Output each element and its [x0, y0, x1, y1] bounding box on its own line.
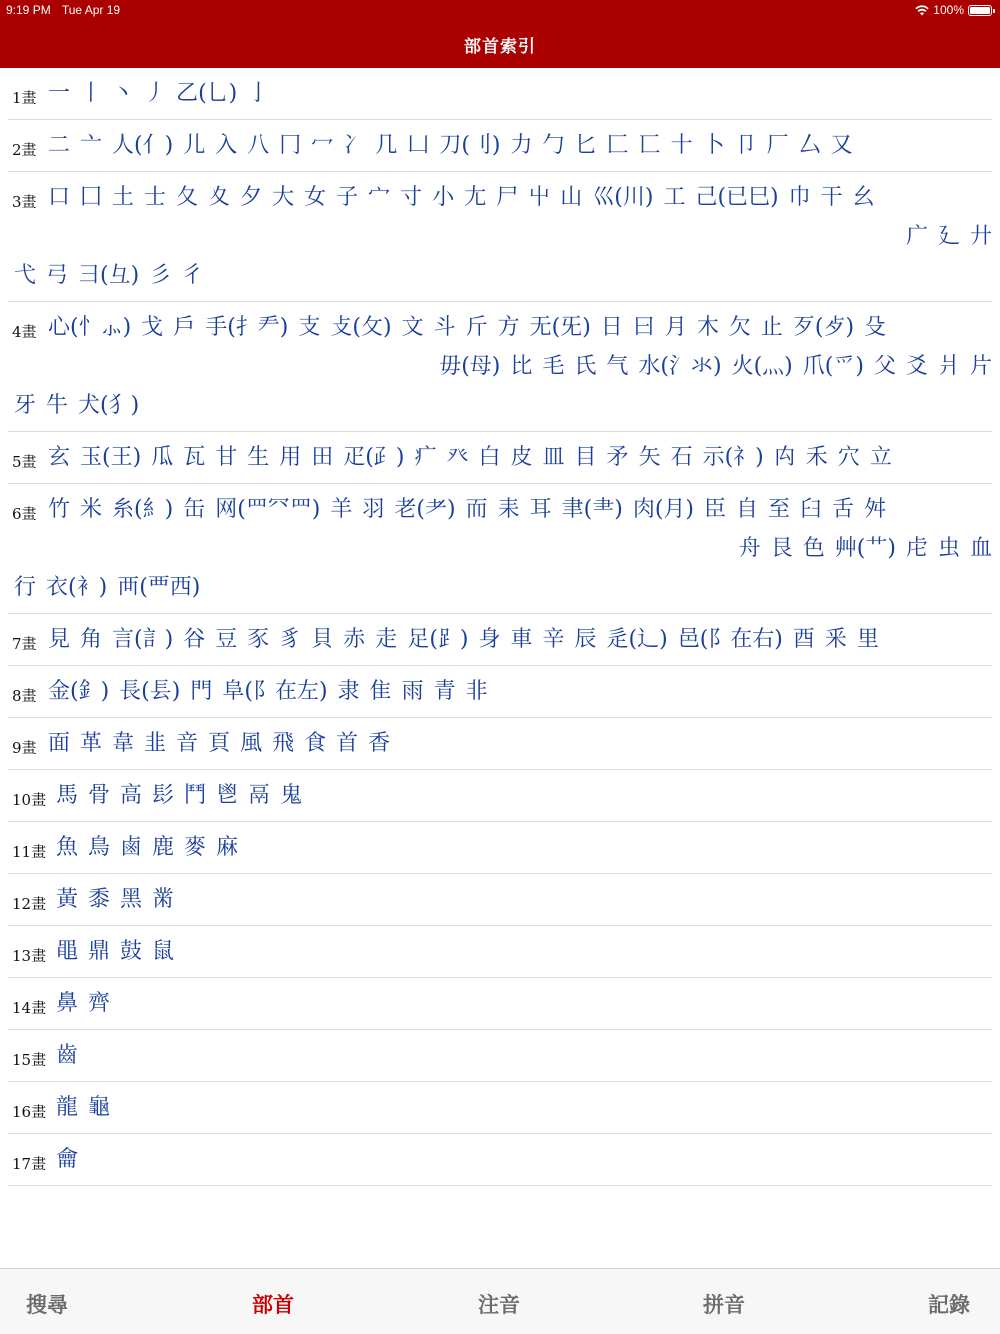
radical-item[interactable]: 言(訁): [112, 626, 174, 652]
stroke-count-label: 7畫: [12, 635, 37, 653]
radical-item[interactable]: 黽: [56, 938, 79, 964]
radical-item[interactable]: 干: [820, 184, 843, 210]
radical-item[interactable]: 黃: [56, 886, 79, 912]
radical-item[interactable]: 月: [664, 314, 687, 340]
radical-item[interactable]: 雨: [401, 678, 424, 704]
radical-item[interactable]: 小: [432, 184, 455, 210]
radical-item[interactable]: 石: [670, 444, 693, 470]
radical-line: [8, 978, 992, 1029]
radical-item[interactable]: 黑: [120, 886, 143, 912]
tab-search[interactable]: 搜尋: [26, 1292, 68, 1317]
radical-item[interactable]: 虍: [905, 535, 928, 561]
radical-item[interactable]: 女: [304, 184, 327, 210]
stroke-row: [8, 874, 992, 926]
radical-line: [8, 386, 992, 425]
radical-item[interactable]: 血: [969, 535, 992, 561]
radical-item[interactable]: 黹: [152, 886, 175, 912]
stroke-row: [8, 666, 992, 718]
navigation-bar: [0, 0, 1000, 68]
radical-item[interactable]: 辛: [542, 626, 565, 652]
radical-item[interactable]: 亅: [247, 80, 270, 106]
radical-item[interactable]: 口: [48, 184, 71, 210]
radical-item[interactable]: 士: [144, 184, 167, 210]
radical-item[interactable]: 己(已巳): [695, 184, 779, 210]
radical-item[interactable]: 日: [600, 314, 623, 340]
stroke-row: [8, 484, 992, 614]
radical-line: [8, 926, 992, 977]
radical-item[interactable]: 髟: [152, 782, 175, 808]
radical-item[interactable]: 辰: [574, 626, 597, 652]
radical-item[interactable]: 角: [80, 626, 103, 652]
radical-item[interactable]: 聿(⺻): [561, 496, 623, 522]
radical-item[interactable]: 目: [574, 444, 597, 470]
stroke-count-label: 14畫: [12, 999, 47, 1017]
radical-item[interactable]: 爿: [937, 353, 960, 379]
radical-item[interactable]: 戶: [173, 314, 196, 340]
stroke-count-label: 15畫: [12, 1051, 47, 1069]
stroke-row: [8, 1134, 992, 1186]
radical-item[interactable]: 革: [80, 730, 103, 756]
radical-item[interactable]: 鹿: [152, 834, 175, 860]
radical-item[interactable]: 白: [478, 444, 501, 470]
radical-item[interactable]: 舟: [738, 535, 761, 561]
radical-line: [8, 68, 992, 119]
status-time: 9:19 PM: [6, 3, 51, 17]
radical-item[interactable]: 文: [401, 314, 424, 340]
radical-item[interactable]: 斗: [433, 314, 456, 340]
radical-item[interactable]: 示(礻): [702, 444, 764, 470]
radical-item[interactable]: 父: [873, 353, 896, 379]
stroke-row: [8, 172, 992, 302]
stroke-count-label: 13畫: [12, 947, 47, 965]
radical-item[interactable]: 毛: [542, 353, 565, 379]
radical-item[interactable]: 瓜: [151, 444, 174, 470]
stroke-count-label: 3畫: [12, 193, 37, 211]
radical-line: [8, 770, 992, 821]
radical-item[interactable]: 彡: [149, 262, 172, 288]
stroke-row: [8, 718, 992, 770]
radical-item[interactable]: 幺: [852, 184, 875, 210]
radical-line: [8, 1030, 992, 1081]
radical-item[interactable]: 自: [736, 496, 759, 522]
radical-item[interactable]: 手(扌龵): [205, 314, 289, 340]
stroke-row: [8, 432, 992, 484]
radical-item[interactable]: 勹: [542, 132, 565, 158]
radical-item[interactable]: 殳: [864, 314, 887, 340]
radical-item[interactable]: 片: [969, 353, 992, 379]
radical-item[interactable]: 卜: [702, 132, 725, 158]
radical-item[interactable]: 穴: [837, 444, 860, 470]
radical-item[interactable]: 疋(⺪): [343, 444, 405, 470]
radical-item[interactable]: 彐(彑): [78, 262, 140, 288]
radical-item[interactable]: 玉(王): [80, 444, 142, 470]
radical-item[interactable]: 香: [368, 730, 391, 756]
radical-item[interactable]: 亠: [80, 132, 103, 158]
radical-item[interactable]: 鬲: [248, 782, 271, 808]
battery-icon: [968, 5, 992, 16]
radical-item[interactable]: 谷: [183, 626, 206, 652]
radical-item[interactable]: 匕: [574, 132, 597, 158]
radical-item[interactable]: 隶: [337, 678, 360, 704]
radical-item[interactable]: 立: [869, 444, 892, 470]
radical-line: [8, 347, 992, 386]
radical-line: [8, 1082, 992, 1133]
radical-item[interactable]: 辵(辶): [606, 626, 668, 652]
radical-line: [8, 666, 992, 717]
stroke-row: [8, 926, 992, 978]
radical-item[interactable]: 高: [120, 782, 143, 808]
radical-item[interactable]: 寸: [400, 184, 423, 210]
radical-item[interactable]: 卩: [734, 132, 757, 158]
stroke-row: [8, 822, 992, 874]
radical-item[interactable]: 支: [298, 314, 321, 340]
stroke-count-label: 4畫: [12, 323, 37, 341]
tab-radical[interactable]: 部首: [252, 1292, 294, 1317]
radical-item[interactable]: 无(旡): [529, 314, 591, 340]
radical-item[interactable]: 尸: [496, 184, 519, 210]
radical-item[interactable]: 曰: [632, 314, 655, 340]
radical-item[interactable]: 比: [510, 353, 533, 379]
radical-item[interactable]: 見: [48, 626, 71, 652]
radical-item[interactable]: 彳: [181, 262, 204, 288]
stroke-row: [8, 978, 992, 1030]
radical-item[interactable]: 飛: [272, 730, 295, 756]
radical-item[interactable]: 禸: [773, 444, 796, 470]
radical-item[interactable]: 足(⻊): [407, 626, 469, 652]
radical-item[interactable]: 龠: [56, 1146, 79, 1172]
radical-item[interactable]: 馬: [56, 782, 79, 808]
stroke-row: [8, 614, 992, 666]
radical-item[interactable]: 木: [696, 314, 719, 340]
radical-item[interactable]: 麻: [216, 834, 239, 860]
radical-item[interactable]: 行: [14, 574, 37, 600]
radical-item[interactable]: 丶: [112, 80, 135, 106]
radical-item[interactable]: 气: [606, 353, 629, 379]
radical-item[interactable]: 耳: [529, 496, 552, 522]
radical-item[interactable]: 瓦: [183, 444, 206, 470]
radical-item[interactable]: 矛: [606, 444, 629, 470]
radical-item[interactable]: 非: [465, 678, 488, 704]
radical-item[interactable]: 囗: [80, 184, 103, 210]
radical-item[interactable]: 甘: [215, 444, 238, 470]
radical-item[interactable]: 冫: [343, 132, 366, 158]
radical-item[interactable]: 艮: [770, 535, 793, 561]
radical-item[interactable]: 网(罒⺳⺲): [215, 496, 321, 522]
radical-item[interactable]: 乙(乚): [176, 80, 238, 106]
stroke-row: [8, 770, 992, 822]
status-right: [915, 3, 992, 17]
status-date: Tue Apr 19: [61, 3, 121, 17]
radical-line: [8, 217, 992, 256]
radical-item[interactable]: 儿: [183, 132, 206, 158]
radical-item[interactable]: 隹: [369, 678, 392, 704]
stroke-count-label: 9畫: [12, 739, 37, 757]
radical-item[interactable]: 弋: [14, 262, 37, 288]
radical-item[interactable]: 皮: [510, 444, 533, 470]
radical-item[interactable]: 土: [112, 184, 135, 210]
stroke-row: [8, 68, 992, 120]
radical-item[interactable]: 鬥: [184, 782, 207, 808]
radical-item[interactable]: 青: [433, 678, 456, 704]
radical-item[interactable]: 里: [856, 626, 879, 652]
radical-item[interactable]: 氏: [574, 353, 597, 379]
radical-item[interactable]: 田: [311, 444, 334, 470]
radical-item[interactable]: 豆: [215, 626, 238, 652]
radical-item[interactable]: 韭: [144, 730, 167, 756]
radical-item[interactable]: 襾(覀西): [117, 574, 201, 600]
radical-item[interactable]: 皿: [542, 444, 565, 470]
radical-item[interactable]: 冂: [279, 132, 302, 158]
radical-item[interactable]: 而: [465, 496, 488, 522]
radical-item[interactable]: 厶: [798, 132, 821, 158]
radical-item[interactable]: 山: [560, 184, 583, 210]
radical-item[interactable]: 舛: [864, 496, 887, 522]
radical-item[interactable]: 鼠: [152, 938, 175, 964]
radical-item[interactable]: 艸(艹): [834, 535, 896, 561]
battery-percent: 100%: [933, 3, 964, 17]
radical-item[interactable]: 頁: [208, 730, 231, 756]
radical-item[interactable]: 耒: [497, 496, 520, 522]
radical-item[interactable]: 工: [663, 184, 686, 210]
wifi-icon: [915, 5, 929, 16]
radical-item[interactable]: 羽: [362, 496, 385, 522]
stroke-count-label: 11畫: [12, 843, 47, 861]
radical-item[interactable]: 牛: [46, 392, 69, 418]
radical-item[interactable]: 屮: [528, 184, 551, 210]
stroke-row: [8, 120, 992, 172]
tab-zhuyin[interactable]: 注音: [478, 1292, 520, 1317]
radical-item[interactable]: 爪(爫): [802, 353, 864, 379]
radical-item[interactable]: 首: [336, 730, 359, 756]
radical-item[interactable]: 至: [768, 496, 791, 522]
radical-line: [8, 822, 992, 873]
radical-item[interactable]: 矢: [638, 444, 661, 470]
radical-item[interactable]: 衣(衤): [46, 574, 108, 600]
radical-item[interactable]: 麥: [184, 834, 207, 860]
radical-item[interactable]: 匚: [606, 132, 629, 158]
radical-item[interactable]: 十: [670, 132, 693, 158]
radical-item[interactable]: 八: [247, 132, 270, 158]
radical-item[interactable]: 生: [247, 444, 270, 470]
radical-item[interactable]: 骨: [88, 782, 111, 808]
radical-item[interactable]: 色: [802, 535, 825, 561]
radical-item[interactable]: 豸: [279, 626, 302, 652]
radical-item[interactable]: 米: [80, 496, 103, 522]
radical-index-list[interactable]: [0, 68, 1000, 1268]
radical-item[interactable]: 刀(刂): [439, 132, 501, 158]
stroke-count-label: 1畫: [12, 89, 37, 107]
radical-item[interactable]: 疒: [414, 444, 437, 470]
stroke-count-label: 10畫: [12, 791, 47, 809]
radical-item[interactable]: 羊: [330, 496, 353, 522]
radical-item[interactable]: 攴(攵): [330, 314, 392, 340]
radical-item[interactable]: 欠: [728, 314, 751, 340]
tab-bar: [0, 1268, 1000, 1334]
radical-item[interactable]: 老(耂): [394, 496, 456, 522]
radical-line: [8, 308, 992, 347]
radical-item[interactable]: 心(忄⺗): [48, 314, 132, 340]
radical-item[interactable]: 斤: [465, 314, 488, 340]
radical-item[interactable]: 广: [905, 223, 928, 249]
radical-item[interactable]: 丿: [144, 80, 167, 106]
radical-item[interactable]: 巾: [788, 184, 811, 210]
radical-item[interactable]: 鬼: [280, 782, 303, 808]
radical-item[interactable]: 魚: [56, 834, 79, 860]
status-left: [6, 3, 120, 17]
radical-item[interactable]: 火(灬): [731, 353, 793, 379]
radical-item[interactable]: 舌: [832, 496, 855, 522]
radical-item[interactable]: 牙: [14, 392, 37, 418]
radical-line: [8, 614, 992, 665]
radical-item[interactable]: 大: [272, 184, 295, 210]
radical-item[interactable]: 鼻: [56, 990, 79, 1016]
radical-item[interactable]: 鹵: [120, 834, 143, 860]
radical-item[interactable]: 夕: [240, 184, 263, 210]
radical-item[interactable]: 齊: [88, 990, 111, 1016]
radical-item[interactable]: 龜: [88, 1094, 111, 1120]
radical-item[interactable]: 弓: [46, 262, 69, 288]
radical-item[interactable]: 鬯: [216, 782, 239, 808]
radical-item[interactable]: 一: [48, 80, 71, 106]
tab-pinyin[interactable]: 拼音: [703, 1292, 745, 1317]
radical-item[interactable]: 長(镸): [119, 678, 181, 704]
radical-line: [8, 1134, 992, 1185]
radical-item[interactable]: 爻: [905, 353, 928, 379]
radical-line: [8, 718, 992, 769]
stroke-row: [8, 1030, 992, 1082]
radical-item[interactable]: 冖: [311, 132, 334, 158]
radical-item[interactable]: 凵: [407, 132, 430, 158]
radical-item[interactable]: 宀: [368, 184, 391, 210]
stroke-count-label: 12畫: [12, 895, 47, 913]
radical-item[interactable]: 夂: [176, 184, 199, 210]
radical-item[interactable]: 金(釒): [48, 678, 110, 704]
radical-item[interactable]: 止: [760, 314, 783, 340]
stroke-count-label: 6畫: [12, 505, 37, 523]
radical-item[interactable]: 鼎: [88, 938, 111, 964]
status-bar: [0, 0, 1000, 20]
page-title: 部首索引: [464, 37, 536, 56]
radical-item[interactable]: 黍: [88, 886, 111, 912]
radical-item[interactable]: 力: [510, 132, 533, 158]
radical-item[interactable]: 廴: [937, 223, 960, 249]
radical-item[interactable]: 方: [497, 314, 520, 340]
radical-item[interactable]: 毋(母): [439, 353, 501, 379]
radical-item[interactable]: 龍: [56, 1094, 79, 1120]
radical-line: [8, 490, 992, 529]
radical-item[interactable]: 車: [510, 626, 533, 652]
radical-item[interactable]: 子: [336, 184, 359, 210]
radical-item[interactable]: 臣: [703, 496, 726, 522]
radical-item[interactable]: 几: [375, 132, 398, 158]
radical-item[interactable]: 鼓: [120, 938, 143, 964]
radical-line: [8, 178, 992, 217]
radical-item[interactable]: 癶: [446, 444, 469, 470]
stroke-row: [8, 1082, 992, 1134]
radical-item[interactable]: 鳥: [88, 834, 111, 860]
radical-line: [8, 529, 992, 568]
radical-item[interactable]: 歹(歺): [792, 314, 855, 340]
radical-item[interactable]: 玄: [48, 444, 71, 470]
radical-item[interactable]: 巛(川): [592, 184, 654, 210]
radical-item[interactable]: 入: [215, 132, 238, 158]
radical-item[interactable]: 丨: [80, 80, 103, 106]
stroke-count-label: 17畫: [12, 1155, 47, 1173]
radical-line: [8, 256, 992, 295]
radical-item[interactable]: 臼: [800, 496, 823, 522]
radical-item[interactable]: 糸(糹): [112, 496, 174, 522]
radical-item[interactable]: 缶: [183, 496, 206, 522]
radical-item[interactable]: 齒: [56, 1042, 79, 1068]
radical-item[interactable]: 韋: [112, 730, 135, 756]
radical-item[interactable]: 厂: [766, 132, 789, 158]
radical-item[interactable]: 走: [375, 626, 398, 652]
radical-item[interactable]: 匸: [638, 132, 661, 158]
radical-item[interactable]: 禾: [805, 444, 828, 470]
radical-item[interactable]: 又: [830, 132, 853, 158]
radical-line: [8, 432, 992, 483]
radical-item[interactable]: 二: [48, 132, 71, 158]
radical-item[interactable]: 尢: [464, 184, 487, 210]
radical-item[interactable]: 面: [48, 730, 71, 756]
radical-item[interactable]: 夊: [208, 184, 231, 210]
radical-item[interactable]: 釆: [824, 626, 847, 652]
radical-item[interactable]: 貝: [311, 626, 334, 652]
radical-line: [8, 120, 992, 171]
radical-item[interactable]: 風: [240, 730, 263, 756]
radical-item[interactable]: 廾: [969, 223, 992, 249]
stroke-count-label: 5畫: [12, 453, 37, 471]
radical-item[interactable]: 竹: [48, 496, 71, 522]
radical-item[interactable]: 音: [176, 730, 199, 756]
radical-item[interactable]: 食: [304, 730, 327, 756]
radical-item[interactable]: 虫: [937, 535, 960, 561]
radical-item[interactable]: 豕: [247, 626, 270, 652]
stroke-count-label: 2畫: [12, 141, 37, 159]
radical-item[interactable]: 門: [190, 678, 213, 704]
radical-item[interactable]: 戈: [141, 314, 164, 340]
stroke-row: [8, 302, 992, 432]
radical-line: [8, 874, 992, 925]
stroke-count-label: 16畫: [12, 1103, 47, 1121]
radical-item[interactable]: 阜(阝在左): [222, 678, 328, 704]
radical-item[interactable]: 人(亻): [112, 132, 174, 158]
radical-item[interactable]: 水(氵氺): [638, 353, 722, 379]
radical-item[interactable]: 赤: [343, 626, 366, 652]
radical-item[interactable]: 身: [478, 626, 501, 652]
radical-item[interactable]: 肉(月): [632, 496, 694, 522]
radical-item[interactable]: 犬(犭): [78, 392, 140, 418]
tab-history[interactable]: 記錄: [928, 1292, 970, 1317]
stroke-count-label: 8畫: [12, 687, 37, 705]
radical-item[interactable]: 酉: [792, 626, 815, 652]
radical-item[interactable]: 用: [279, 444, 302, 470]
radical-item[interactable]: 邑(阝在右): [677, 626, 783, 652]
radical-line: [8, 568, 992, 607]
